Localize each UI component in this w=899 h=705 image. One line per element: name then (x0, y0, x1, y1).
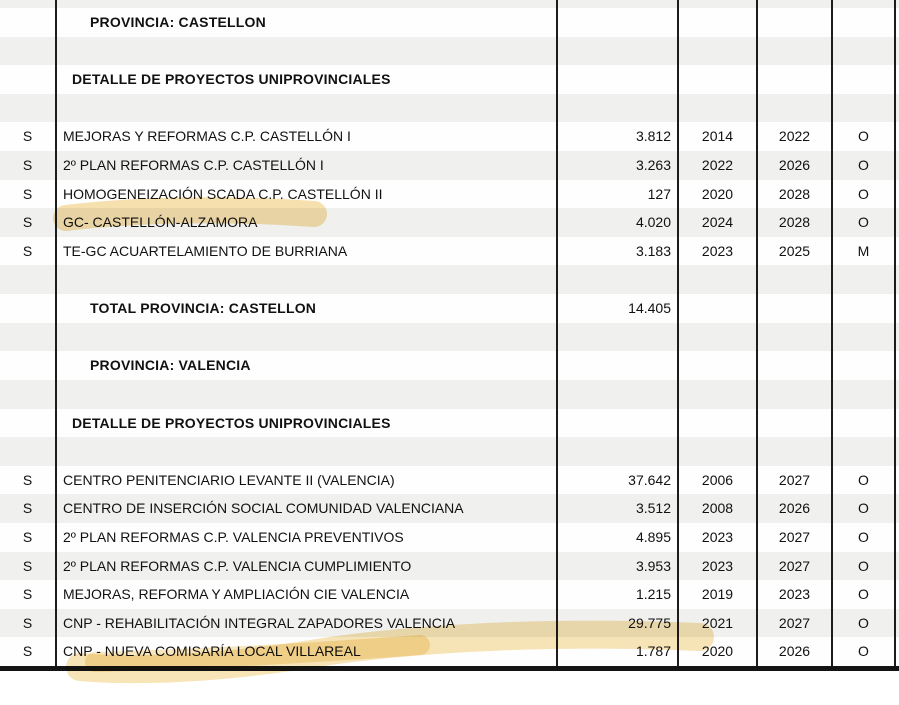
project-name-cell (57, 37, 558, 66)
start-year-cell (679, 294, 758, 323)
status-cell (833, 8, 896, 37)
amount-cell (558, 437, 679, 466)
table-row (0, 637, 899, 666)
project-flag-cell (0, 37, 57, 66)
project-flag-cell (0, 65, 57, 94)
amount-cell (558, 37, 679, 66)
end-year-cell: 2027 (758, 609, 833, 638)
project-name-cell: HOMOGENEIZACIÓN SCADA C.P. CASTELLÓN II (57, 180, 558, 209)
end-year-cell (758, 94, 833, 123)
start-year-cell (679, 0, 758, 8)
project-name-cell (57, 323, 558, 352)
status-cell: O (833, 637, 896, 666)
start-year-cell: 2022 (679, 151, 758, 180)
status-cell: O (833, 122, 896, 151)
start-year-cell: 2024 (679, 208, 758, 237)
project-flag-cell (0, 351, 57, 380)
start-year-cell: 2021 (679, 609, 758, 638)
amount-cell (558, 351, 679, 380)
project-flag-cell: S (0, 466, 57, 495)
project-flag-cell: S (0, 609, 57, 638)
start-year-cell: 2006 (679, 466, 758, 495)
project-name-cell: TE-GC ACUARTELAMIENTO DE BURRIANA (57, 237, 558, 266)
end-year-cell: 2025 (758, 237, 833, 266)
start-year-cell (679, 437, 758, 466)
end-year-cell (758, 37, 833, 66)
table-row (0, 380, 899, 409)
project-flag-cell: S (0, 122, 57, 151)
end-year-cell: 2028 (758, 180, 833, 209)
start-year-cell: 2020 (679, 180, 758, 209)
status-cell (833, 294, 896, 323)
start-year-cell: 2023 (679, 523, 758, 552)
table-row (0, 580, 899, 609)
start-year-cell: 2019 (679, 580, 758, 609)
start-year-cell (679, 37, 758, 66)
status-cell (833, 65, 896, 94)
project-name-cell: 2º PLAN REFORMAS C.P. VALENCIA PREVENTIVOS (57, 523, 558, 552)
start-year-cell (679, 8, 758, 37)
amount-cell: 3.812 (558, 122, 679, 151)
table-row (0, 552, 899, 581)
end-year-cell (758, 65, 833, 94)
end-year-cell: 2027 (758, 466, 833, 495)
end-year-cell: 2027 (758, 552, 833, 581)
status-cell (833, 37, 896, 66)
end-year-cell: 2026 (758, 151, 833, 180)
project-flag-cell: S (0, 494, 57, 523)
end-year-cell (758, 0, 833, 8)
amount-cell: 37.642 (558, 466, 679, 495)
end-year-cell (758, 8, 833, 37)
table-row (0, 8, 899, 37)
start-year-cell: 2020 (679, 637, 758, 666)
project-name-cell (57, 0, 558, 8)
end-year-cell: 2026 (758, 494, 833, 523)
project-name-cell: CNP - NUEVA COMISARÍA LOCAL VILLAREAL (57, 637, 558, 666)
table-row (0, 237, 899, 266)
project-name-cell (57, 265, 558, 294)
project-name-cell: PROVINCIA: CASTELLON (57, 8, 558, 37)
project-name-cell: 2º PLAN REFORMAS C.P. VALENCIA CUMPLIMIENTO (57, 552, 558, 581)
status-cell: O (833, 552, 896, 581)
table-row (0, 494, 899, 523)
amount-cell: 14.405 (558, 294, 679, 323)
amount-cell (558, 65, 679, 94)
end-year-cell (758, 380, 833, 409)
amount-cell (558, 265, 679, 294)
amount-cell: 4.020 (558, 208, 679, 237)
end-year-cell (758, 294, 833, 323)
project-flag-cell: S (0, 552, 57, 581)
project-flag-cell (0, 323, 57, 352)
start-year-cell (679, 380, 758, 409)
project-flag-cell (0, 409, 57, 438)
project-name-cell: CNP - REHABILITACIÓN INTEGRAL ZAPADORES VALENCIA (57, 609, 558, 638)
project-flag-cell: S (0, 523, 57, 552)
end-year-cell (758, 265, 833, 294)
project-flag-cell (0, 265, 57, 294)
project-name-cell: DETALLE DE PROYECTOS UNIPROVINCIALES (57, 409, 558, 438)
amount-cell: 3.263 (558, 151, 679, 180)
project-name-cell: MEJORAS, REFORMA Y AMPLIACIÓN CIE VALENCIA (57, 580, 558, 609)
table-row (0, 409, 899, 438)
end-year-cell: 2022 (758, 122, 833, 151)
table-row (0, 208, 899, 237)
amount-cell: 1.787 (558, 637, 679, 666)
project-flag-cell: S (0, 237, 57, 266)
table-row (0, 122, 899, 151)
table-row (0, 37, 899, 66)
status-cell: O (833, 208, 896, 237)
project-flag-cell (0, 0, 57, 8)
start-year-cell (679, 409, 758, 438)
project-flag-cell (0, 380, 57, 409)
end-year-cell (758, 323, 833, 352)
status-cell: O (833, 151, 896, 180)
amount-cell (558, 380, 679, 409)
status-cell: O (833, 466, 896, 495)
amount-cell: 29.775 (558, 609, 679, 638)
table-row (0, 65, 899, 94)
table-bottom-border (0, 666, 899, 671)
project-flag-cell: S (0, 580, 57, 609)
amount-cell (558, 409, 679, 438)
status-cell (833, 265, 896, 294)
end-year-cell: 2028 (758, 208, 833, 237)
start-year-cell: 2023 (679, 237, 758, 266)
amount-cell: 1.215 (558, 580, 679, 609)
table-row (0, 466, 899, 495)
project-name-cell: 2º PLAN REFORMAS C.P. CASTELLÓN I (57, 151, 558, 180)
project-flag-cell: S (0, 180, 57, 209)
table-row (0, 437, 899, 466)
project-flag-cell (0, 437, 57, 466)
amount-cell: 3.183 (558, 237, 679, 266)
end-year-cell: 2027 (758, 523, 833, 552)
project-name-cell (57, 94, 558, 123)
project-flag-cell: S (0, 637, 57, 666)
project-name-cell: CENTRO PENITENCIARIO LEVANTE II (VALENCIA) (57, 466, 558, 495)
project-name-cell: DETALLE DE PROYECTOS UNIPROVINCIALES (57, 65, 558, 94)
status-cell (833, 351, 896, 380)
end-year-cell: 2023 (758, 580, 833, 609)
project-name-cell (57, 437, 558, 466)
status-cell: O (833, 494, 896, 523)
table-row (0, 609, 899, 638)
table-row (0, 351, 899, 380)
status-cell: M (833, 237, 896, 266)
project-name-cell: CENTRO DE INSERCIÓN SOCIAL COMUNIDAD VALENCIANA (57, 494, 558, 523)
start-year-cell: 2014 (679, 122, 758, 151)
status-cell: O (833, 523, 896, 552)
status-cell (833, 409, 896, 438)
start-year-cell: 2023 (679, 552, 758, 581)
start-year-cell (679, 94, 758, 123)
amount-cell: 127 (558, 180, 679, 209)
table-row (0, 94, 899, 123)
status-cell (833, 94, 896, 123)
status-cell (833, 323, 896, 352)
end-year-cell (758, 437, 833, 466)
project-name-cell: PROVINCIA: VALENCIA (57, 351, 558, 380)
end-year-cell: 2026 (758, 637, 833, 666)
table-row (0, 523, 899, 552)
start-year-cell (679, 65, 758, 94)
start-year-cell: 2008 (679, 494, 758, 523)
start-year-cell (679, 323, 758, 352)
end-year-cell (758, 409, 833, 438)
project-name-cell: TOTAL PROVINCIA: CASTELLON (57, 294, 558, 323)
amount-cell (558, 94, 679, 123)
project-name-cell: MEJORAS Y REFORMAS C.P. CASTELLÓN I (57, 122, 558, 151)
table-row (0, 323, 899, 352)
end-year-cell (758, 351, 833, 380)
amount-cell: 3.512 (558, 494, 679, 523)
project-flag-cell (0, 8, 57, 37)
amount-cell: 3.953 (558, 552, 679, 581)
status-cell (833, 0, 896, 8)
project-name-cell: GC- CASTELLÓN-ALZAMORA (57, 208, 558, 237)
table-row (0, 0, 899, 8)
amount-cell (558, 323, 679, 352)
status-cell: O (833, 180, 896, 209)
table-row (0, 265, 899, 294)
status-cell (833, 437, 896, 466)
start-year-cell (679, 265, 758, 294)
project-flag-cell: S (0, 151, 57, 180)
table-row (0, 180, 899, 209)
amount-cell: 4.895 (558, 523, 679, 552)
project-name-cell (57, 380, 558, 409)
status-cell: O (833, 580, 896, 609)
table-row (0, 294, 899, 323)
project-flag-cell: S (0, 208, 57, 237)
table-row (0, 151, 899, 180)
amount-cell (558, 8, 679, 37)
status-cell (833, 380, 896, 409)
project-flag-cell (0, 94, 57, 123)
project-flag-cell (0, 294, 57, 323)
start-year-cell (679, 351, 758, 380)
status-cell: O (833, 609, 896, 638)
amount-cell (558, 0, 679, 8)
